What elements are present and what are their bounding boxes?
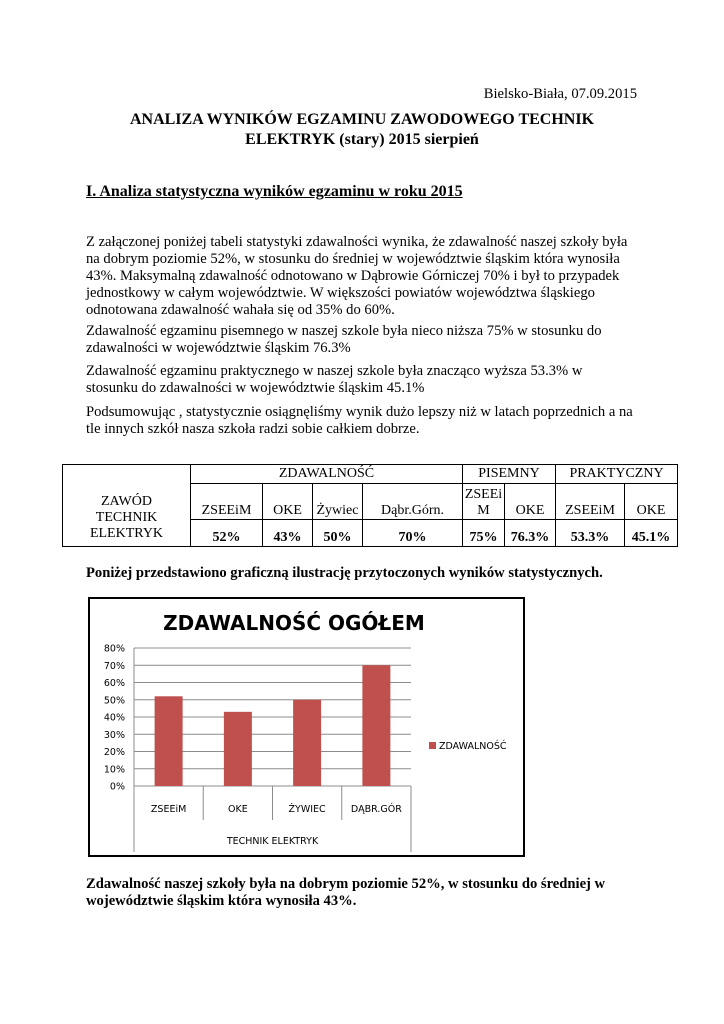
y-tick-label: 10% [103,764,125,776]
text-line: na dobrym poziomie 52%, w stosunku do średniej w województwie śląskim która wynosiła [86,251,620,267]
value-cell: 52% [191,520,263,547]
column-header: Dąbr.Górn. [363,484,463,520]
y-tick-label: 60% [103,678,125,689]
text-line: 43%. Maksymalną zdawalność odnotowano w Dąbrowie Górniczej 70% i był to przypadek [86,268,620,284]
y-tick-label: 0% [109,781,125,793]
x-tick-label: ŻYWIEC [288,804,326,815]
text-line: stosunku do zdawalności w województwie śląskim 45.1% [86,380,425,396]
section-heading: I. Analiza statystyczna wyników egzaminu w roku 2015 [86,183,463,200]
column-header: Żywiec [313,484,363,520]
value-cell: 70% [363,520,463,547]
y-tick-label: 20% [103,747,125,758]
group-header: ZDAWALNOŚĆ [191,465,463,484]
bar-chart [88,597,525,857]
bar-dąbr.gór [362,665,390,786]
row-header-line: ELEKTRYK [89,526,164,541]
column-header: ZSEEiM [191,484,263,520]
value-cell: 75% [463,520,505,547]
conclusion-line: Zdawalność naszej szkoły była na dobrym poziomie 52%, w stosunku do średniej w [86,876,606,892]
text-line: Podsumowując , statystycznie osiągnęliśmy wynik dużo lepszy niż w latach poprzednich a na [86,404,633,420]
value-cell: 45.1% [625,520,678,547]
results-table [62,464,678,547]
text-line: jednostkowy w całym województwie. W większości powiatów województwa śląskiego [86,285,595,301]
bar-zseeim [155,696,183,786]
value-cell: 50% [313,520,363,547]
column-header: OKE [625,484,678,520]
x-tick-label: DĄBR.GÓR [350,804,402,815]
value-cell: 53.3% [556,520,625,547]
y-tick-label: 80% [103,643,125,655]
date-line: Bielsko-Biała, 07.09.2015 [483,86,637,102]
y-tick-label: 50% [103,695,125,707]
value-cell: 76.3% [505,520,556,547]
group-header: PISEMNY [463,465,556,484]
legend-swatch [429,742,436,749]
column-header: ZSEEiM [556,484,625,520]
column-header: OKE [505,484,556,520]
x-group-label: TECHNIK ELEKTRYK [226,836,319,847]
group-header: PRAKTYCZNY [556,465,678,484]
chart-title: ZDAWALNOŚĆ OGÓŁEM [163,611,425,635]
row-header-cell [63,465,191,547]
legend-label: ZDAWALNOŚĆ [439,741,507,752]
text-line: Zdawalność egzaminu pisemnego w naszej szkole była nieco niższa 75% w stosunku do [86,323,602,339]
text-line: Zdawalność egzaminu praktycznego w naszej szkole była znacząco wyższa 53.3% w [86,363,583,379]
row-header-line: ZAWÓD [101,494,152,509]
chart-canvas [90,599,523,855]
bar-żywiec [293,700,321,786]
chart-intro: Poniżej przedstawiono graficzną ilustrację przytoczonych wyników statystycznych. [86,565,603,581]
y-tick-label: 40% [103,712,125,724]
y-tick-label: 70% [103,660,125,672]
conclusion-line: województwie śląskim która wynosiła 43%. [86,893,357,909]
value-cell: 43% [263,520,313,547]
text-line: Z załączonej poniżej tabeli statystyki zdawalności wynika, że zdawalność naszej szkoły była [86,234,628,250]
column-header: OKE [263,484,313,520]
x-tick-label: ZSEEiM [150,804,187,815]
text-line: zdawalności w województwie śląskim 76.3% [86,340,351,356]
text-line: tle innych szkół nasza szkoła radzi sobie całkiem dobrze. [86,421,420,437]
column-header: ZSEEi M [463,484,505,520]
row-header-line: TECHNIK [95,510,158,525]
document-title-line-2: ELEKTRYK (stary) 2015 sierpień [245,131,479,148]
x-tick-label: OKE [228,804,248,815]
document-title-line-1: ANALIZA WYNIKÓW EGZAMINU ZAWODOWEGO TECHNIK [129,111,595,128]
bar-oke [224,712,252,786]
y-tick-label: 30% [103,729,125,741]
text-line: odnotowana zdawalność wahała się od 35% do 60%. [86,302,395,318]
